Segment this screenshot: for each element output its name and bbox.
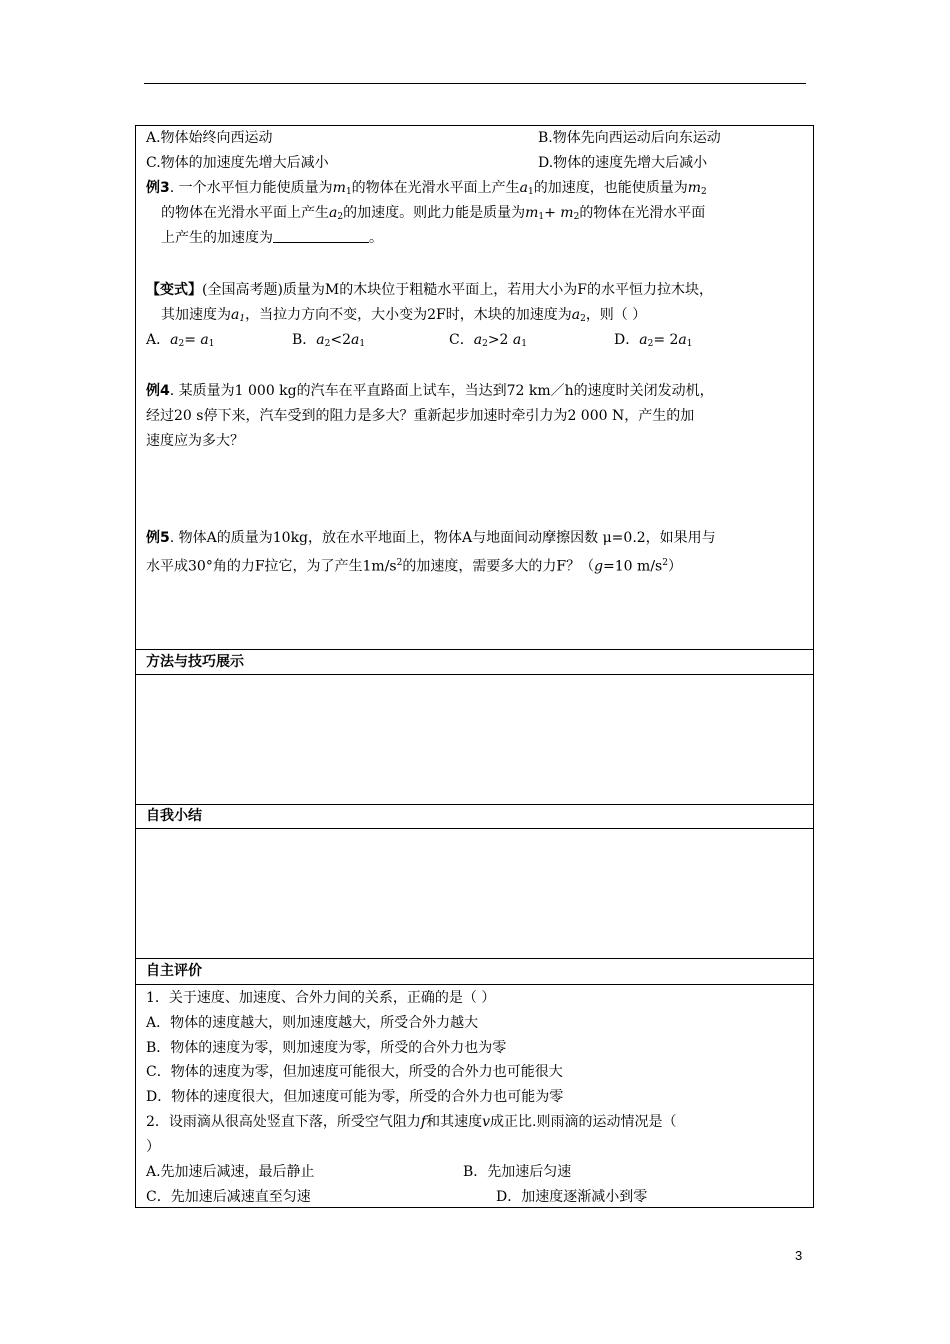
q2-option-d: D．加速度逐渐减小到零	[496, 1189, 648, 1205]
variant-option-a: A．$a_2= a_1$	[146, 332, 215, 349]
variant-line-1: 【变式】(全国高考题)质量为M的木块位于粗糙水平面上，若用大小为F的水平恒力拉木块，	[146, 282, 713, 298]
q1-option-b: B．物体的速度为零，则加速度为零，所受的合外力也为零	[146, 1040, 507, 1056]
q2-option-c: C．先加速后减速直至匀速	[146, 1189, 311, 1205]
q1-stem: 1．关于速度、加速度、合外力间的关系，正确的是（ ）	[146, 990, 496, 1006]
variant-line-2: 其加速度为$a_1$，当拉力方向不变，大小变为2F时，木块的加速度为$a_2$，则（ ）	[161, 307, 647, 324]
example-4-line-2: 经过20 s停下来，汽车受到的阻力是多大？重新起步加速时牵引力为2 000 N，产生的加	[146, 408, 695, 424]
example-3-line-2: 的物体在光滑水平面上产生$a_2$的加速度。则此力能是质量为$m_1+ m_2$的物体在光滑水平面	[161, 205, 706, 222]
header-rule	[144, 83, 806, 84]
q1-option-d: D．物体的速度很大，但加速度可能为零，所受的合外力也可能为零	[146, 1089, 564, 1105]
methods-answer-area[interactable]	[136, 675, 813, 803]
example-5-line-1: 例5. 物体A的质量为10kg，放在水平地面上，物体A与地面间动摩擦因数 μ=0.2，如果用与	[146, 530, 716, 546]
q1-option-c: C．物体的速度为零，但加速度可能很大，所受的合外力也可能很大	[146, 1064, 563, 1080]
q2-stem-end: ）	[146, 1139, 160, 1155]
example-3-line-3: 上产生的加速度为 。	[161, 230, 383, 246]
example-5-line-2: 水平成30°角的力F拉它，为了产生$1m/s^2$的加速度，需要多大的力F？（g=10 $m/s^2$）	[146, 558, 682, 575]
example-4-line-3: 速度应为多大？	[146, 433, 244, 449]
variant-option-b: B．$a_2<2a_1$	[292, 332, 366, 349]
section-divider	[135, 958, 814, 959]
variant-option-d: D．$a_2= 2a_1$	[614, 332, 693, 349]
section-divider	[135, 649, 814, 650]
example-3-label: 例3	[146, 180, 170, 196]
page-number: 3	[795, 1248, 803, 1263]
example-4-label: 例4	[146, 383, 170, 399]
variant-label: 【变式】	[146, 282, 202, 298]
option-a: A.物体始终向西运动	[146, 130, 273, 146]
section-title-summary: 自我小结	[146, 808, 202, 824]
q2-option-a: A.先加速后减速，最后静止	[146, 1164, 315, 1180]
section-title-methods: 方法与技巧展示	[146, 654, 244, 670]
section-divider	[135, 984, 814, 985]
option-b: B.物体先向西运动后向东运动	[538, 130, 721, 146]
section-divider	[135, 804, 814, 805]
q2-stem: 2．设雨滴从很高处竖直下落，所受空气阻力f和其速度v成正比.则雨滴的运动情况是（	[146, 1114, 677, 1130]
example-5-label: 例5	[146, 530, 170, 546]
summary-answer-area[interactable]	[136, 829, 813, 957]
variant-option-c: C．$a_2>2$ $a_1$	[449, 332, 527, 349]
answer-blank[interactable]	[273, 228, 369, 243]
example-3-line-1: 例3. 一个水平恒力能使质量为$m_1$的物体在光滑水平面上产生$a_1$的加速度，也能使质量为$m_2$	[146, 180, 707, 197]
option-c: C.物体的加速度先增大后减小	[146, 155, 329, 171]
option-d: D.物体的速度先增大后减小	[538, 155, 708, 171]
q2-option-b: B．先加速后匀速	[463, 1164, 572, 1180]
example-4-line-1: 例4. 某质量为1 000 kg的汽车在平直路面上试车，当达到72 km／h的速度时关闭发动机，	[146, 383, 714, 399]
section-title-evaluation: 自主评价	[146, 963, 202, 979]
q1-option-a: A．物体的速度越大，则加速度越大，所受合外力越大	[146, 1015, 479, 1031]
